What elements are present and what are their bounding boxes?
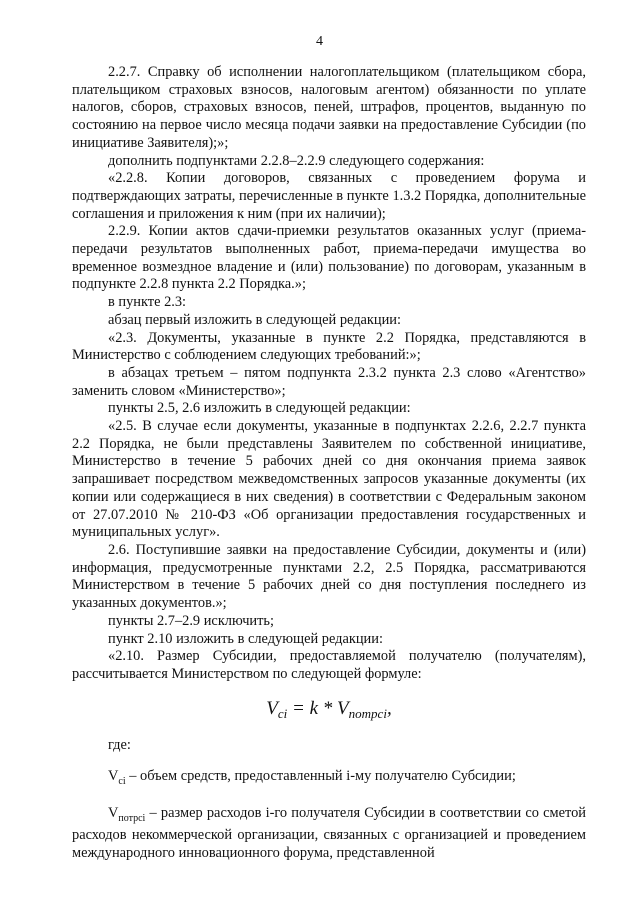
definition-subscript: потрci — [118, 812, 146, 824]
formula-tail: , — [386, 697, 392, 719]
where-label: где: — [108, 736, 131, 753]
paragraph-2-10: «2.10. Размер Субсидии, предоставляемой получателю (получателям), рассчитывается Министерством по следующей формуле: — [72, 648, 586, 682]
paragraph-first-abzac: абзац первый изложить в следующей редакции: — [108, 311, 402, 328]
paragraph-point-2-3: в пункте 2.3: — [108, 294, 187, 311]
definition-symbol: V — [108, 804, 119, 821]
definition-text: – объем средств, предоставленный i-му получателю Субсидии; — [125, 768, 516, 785]
formula-lhs: V — [266, 697, 278, 719]
subsidy-formula — [72, 696, 586, 727]
formula-lhs-sub: ci — [277, 705, 288, 721]
definition-vci — [72, 768, 586, 791]
definition-text: – размер расходов i-го получателя Субсидии в соответствии со сметой расходов некоммерческой организации, связанных с организацией и проведением международного инновационного форума, представленной — [72, 804, 586, 862]
definition-vpotrci — [72, 805, 586, 863]
definition-subscript: ci — [118, 776, 126, 788]
paragraph-replace-word: в абзацах третьем – пятом подпункта 2.3.2 пункта 2.3 слово «Агентство» заменить словом «Министерство»; — [72, 364, 586, 399]
definition-symbol: V — [108, 768, 119, 785]
document-body — [72, 64, 586, 863]
paragraph-2-5: «2.5. В случае если документы, указанные в подпунктах 2.2.6, 2.2.7 пункта 2.2 Порядка, не были представлены Заявителем по собственной инициативе, Министерство в течение 5 рабочих дней со дня окончания приема заявок запрашивает посредством межведомственных запросов указанные документы (их копии или содержащиеся в них сведения) в соответствии с Федеральным законом от 27.07.2010 № 210-ФЗ «Об организации предоставления государственных и муниципальных услуг». — [72, 418, 586, 541]
paragraph-2-2-7: 2.2.7. Справку об исполнении налогоплательщиком (плательщиком сбора, плательщиком страховых взносов, налоговым агентом) обязанности по уплате налогов, сборов, страховых взносов, пеней, штрафов, процентов, выданную по состоянию на первое число месяца подачи заявки на предоставление Субсидии (по инициативе Заявителя);»; — [72, 64, 586, 151]
formula-rhs-sub: nompci — [348, 705, 387, 721]
paragraph-points-2-5-2-6: пункты 2.5, 2.6 изложить в следующей редакции: — [108, 400, 411, 417]
page-number: 4 — [316, 34, 323, 49]
paragraph-amend-intro: дополнить подпунктами 2.2.8–2.2.9 следующего содержания: — [108, 152, 485, 169]
paragraph-exclude-2-7-2-9: пункты 2.7–2.9 исключить; — [108, 612, 274, 629]
paragraph-2-3: «2.3. Документы, указанные в пункте 2.2 Порядка, представляются в Министерство с соблюдением следующих требований:»; — [72, 329, 586, 364]
paragraph-2-2-8: «2.2.8. Копии договоров, связанных с проведением форума и подтверждающих затраты, перечисленные в пункте 1.3.2 Порядка, дополнительные соглашения и приложения к ним (при их наличии); — [72, 170, 586, 222]
paragraph-point-2-10: пункт 2.10 изложить в следующей редакции: — [108, 630, 383, 647]
formula-middle: = k * V — [287, 697, 349, 719]
paragraph-2-2-9: 2.2.9. Копии актов сдачи-приемки результатов оказанных услуг (приема-передачи результатов выполненных работ, приема-передачи имущества во временное возмездное владение и (или) пользование) по договорам, указанным в подпункте 2.2.8 пункта 2.2 Порядка.»; — [72, 223, 586, 293]
paragraph-2-6: 2.6. Поступившие заявки на предоставление Субсидии, документы и (или) информация, предусмотренные пунктами 2.2, 2.5 Порядка, рассматриваются Министерством в течение 5 рабочих дней со дня поступления последнего из указанных документов.»; — [72, 541, 586, 612]
